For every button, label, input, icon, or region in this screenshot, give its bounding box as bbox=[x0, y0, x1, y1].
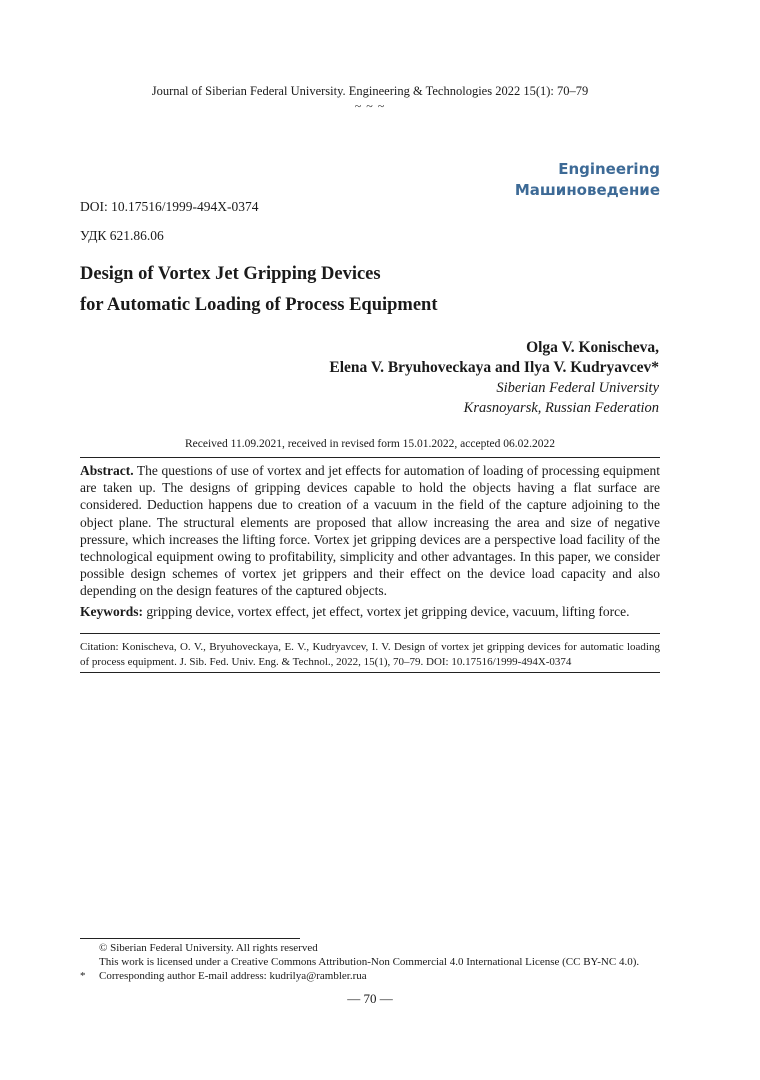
footnote-divider bbox=[80, 938, 300, 939]
section-label-russian: Машиноведение bbox=[514, 181, 660, 199]
doi-line: DOI: 10.17516/1999-494X-0374 bbox=[80, 199, 259, 214]
header-ornament: ~ ~ ~ bbox=[354, 99, 386, 113]
footnote-license: This work is licensed under a Creative Commons Attribution-Non Commercial 4.0 International License (CC BY-NC 4.0). bbox=[99, 956, 640, 968]
keywords bbox=[80, 603, 660, 620]
keywords-text: gripping device, vortex effect, jet effect, vortex jet gripping device, vacuum, lifting force. bbox=[143, 604, 630, 619]
received-dates: Received 11.09.2021, received in revised form 15.01.2022, accepted 06.02.2022 bbox=[184, 438, 556, 450]
divider bbox=[80, 672, 660, 673]
abstract-label: Abstract. bbox=[80, 463, 134, 478]
affiliation: Siberian Federal University bbox=[496, 380, 659, 396]
divider bbox=[80, 457, 660, 458]
journal-header: Journal of Siberian Federal University. Engineering & Technologies 2022 15(1): 70–79 bbox=[151, 84, 589, 98]
article-title-line-2: for Automatic Loading of Process Equipment bbox=[80, 295, 438, 315]
footnote-copyright: © Siberian Federal University. All rights reserved bbox=[99, 942, 318, 954]
section-label-english: Engineering bbox=[558, 160, 660, 178]
affiliation-location: Krasnoyarsk, Russian Federation bbox=[463, 400, 659, 416]
authors-line-1: Olga V. Konischeva, bbox=[526, 339, 659, 356]
abstract-text: The questions of use of vortex and jet effects for automation of loading of processing equipment are taken up. The designs of gripping devices capable to hold the objects having a flat surface are considered. Deduction happens due to creation of a vacuum in the field of the capture adjoining to the object plane. The structural elements are proposed that allow increasing the area and size of negative pressure, which increases the lifting force. Vortex jet gripping devices are a perspective load facility of the technological equipment owing to profitability, simplicity and other advantages. In this paper, we consider possible design schemes of vortex jet grippers and their effect on the device load capacity and also depending on the design features of the captured objects. bbox=[80, 463, 660, 599]
divider bbox=[80, 633, 660, 634]
udk-line: УДК 621.86.06 bbox=[80, 228, 164, 243]
footnote-corresponding-author: Corresponding author E-mail address: kudrilya@rambler.rua bbox=[99, 970, 367, 982]
footnote-marker: * bbox=[80, 970, 86, 982]
article-title-line-1: Design of Vortex Jet Gripping Devices bbox=[80, 264, 381, 284]
authors-line-2: Elena V. Bryuhoveckaya and Ilya V. Kudryavcev* bbox=[329, 359, 659, 376]
citation: Citation: Konischeva, O. V., Bryuhoveckaya, E. V., Kudryavcev, I. V. Design of vortex jet gripping devices for automatic loading of process equipment. J. Sib. Fed. Univ. Eng. & Technol., 2022, 15(1), 70–79. DOI: 10.17516/1999-494X-0374 bbox=[80, 641, 660, 668]
page-number: — 70 — bbox=[347, 991, 393, 1006]
abstract bbox=[80, 462, 660, 600]
keywords-label: Keywords: bbox=[80, 604, 143, 619]
